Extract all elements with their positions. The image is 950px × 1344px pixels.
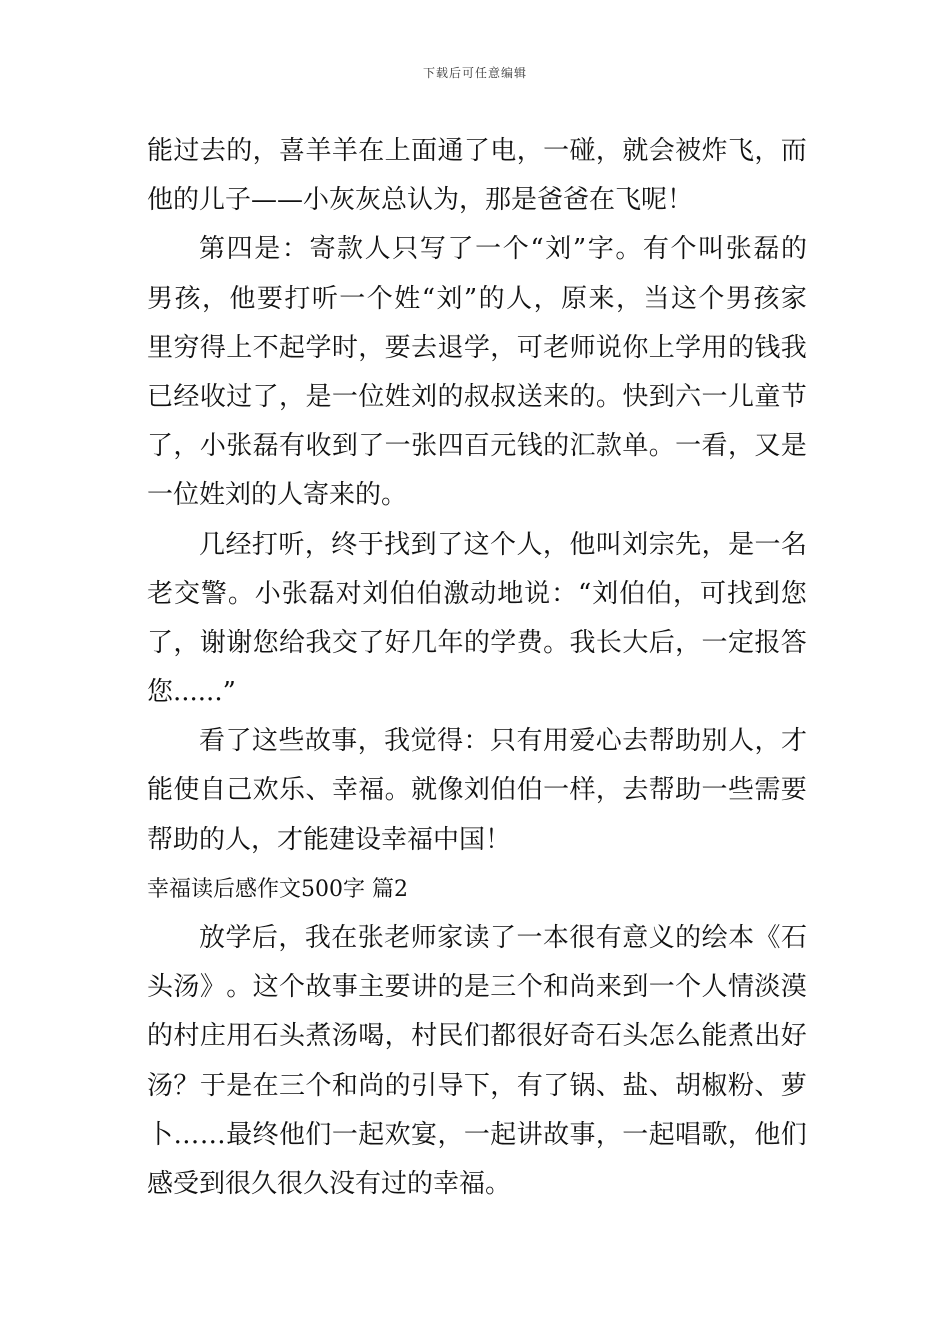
text-line: 帮助的人，才能建设幸福中国！: [147, 824, 512, 855]
text-line: 放 学 后 ， 我 在 张 老 师 家 读 了 一 本 很 有 意 义 的 绘 本 《 石: [199, 923, 807, 953]
text-line: 能 使 自 己 欢 乐 、 幸 福 。 就 像 刘 伯 伯 一 样 ， 去 帮 助 一 些 需 要: [147, 775, 807, 806]
text-line: 几 经 打 听 ， 终 于 找 到 了 这 个 人 ， 他 叫 刘 宗 先 ， 是 一 名: [199, 529, 807, 560]
page-header: 下载后可任意编辑: [422, 66, 527, 80]
text-line: 看 了 这 些 故 事 ， 我 觉 得 ： 只 有 用 爱 心 去 帮 助 别 人 ， 才: [199, 726, 807, 757]
text-line: 了 ， 小 张 磊 有 收 到 了 一 张 四 百 元 钱 的 汇 款 单 。 一 看 ， 又 是: [147, 431, 807, 462]
text-line: 头 汤 》 。 这 个 故 事 主 要 讲 的 是 三 个 和 尚 来 到 一 个 人 情 淡 漠: [147, 972, 807, 1003]
text-line: 老 交 警 。 小 张 磊 对 刘 伯 伯 激 动 地 说 ： “ 刘 伯 伯 ， 可 找 到 您: [147, 578, 807, 609]
text-line: 了 ， 谢 谢 您 给 我 交 了 好 几 年 的 学 费 。 我 长 大 后 ， 一 定 报 答: [147, 627, 807, 658]
text-line: 他的儿子——小灰灰总认为，那是爸爸在飞呢！: [147, 185, 694, 216]
text-line: 男 孩 ， 他 要 打 听 一 个 姓 “ 刘 ” 的 人 ， 原 来 ， 当 这 个 男 孩 家: [147, 283, 807, 314]
text-line: 一位姓刘的人寄来的。: [147, 480, 408, 511]
document-body: [147, 127, 807, 1209]
text-line: 卜 … … 最 终 他 们 一 起 欢 宴 ， 一 起 讲 故 事 ， 一 起 唱 歌 ， 他 们: [147, 1119, 807, 1150]
text-line: 的 村 庄 用 石 头 煮 汤 喝 ， 村 民 们 都 很 好 奇 石 头 怎 么 能 煮 出 好: [147, 1021, 807, 1052]
text-line: 您......”: [147, 677, 236, 708]
text-line: 汤 ？ 于 是 在 三 个 和 尚 的 引 导 下 ， 有 了 锅 、 盐 、 胡 椒 粉 、 萝: [147, 1070, 807, 1101]
text-line: 能 过 去 的 ， 喜 羊 羊 在 上 面 通 了 电 ， 一 碰 ， 就 会 被 炸 飞 ， 而: [147, 136, 807, 166]
section-heading: 幸福读后感作文500字 篇2: [147, 876, 408, 902]
text-line: 感受到很久很久没有过的幸福。: [147, 1168, 512, 1199]
text-line: 已 经 收 过 了 ， 是 一 位 姓 刘 的 叔 叔 送 来 的 。 快 到 六 一 儿 童 节: [147, 381, 807, 412]
text-line: 里 穷 得 上 不 起 学 时 ， 要 去 退 学 ， 可 老 师 说 你 上 学 用 的 钱 我: [147, 332, 807, 363]
text-line: 第 四 是 ： 寄 款 人 只 写 了 一 个 “ 刘 ” 字 。 有 个 叫 张 磊 的: [199, 234, 807, 265]
